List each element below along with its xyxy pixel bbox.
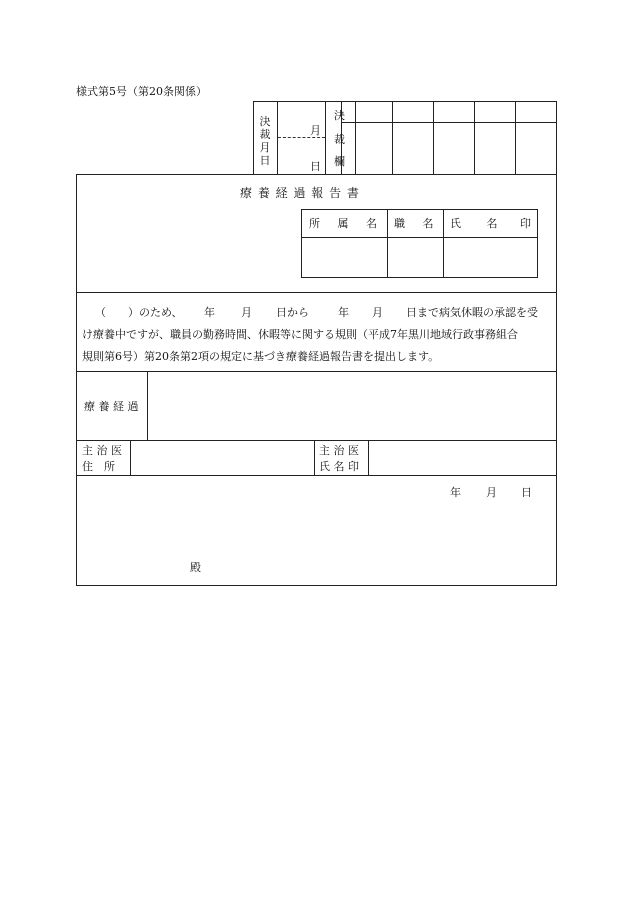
addressee-suffix: 殿	[190, 561, 201, 574]
doctor-address-field[interactable]	[131, 441, 314, 475]
in-header: 印	[520, 217, 531, 230]
kessai-date-label: 決 裁 月 日	[259, 115, 271, 167]
form-title: 療 養 経 過 報 告 書	[240, 186, 360, 200]
shozoku-header: 所 属 名	[309, 217, 377, 230]
doctor-name-label-1: 主 治 医	[319, 444, 359, 457]
kessai-ran-char-2: 裁	[334, 133, 345, 146]
statement-line3: 規則第6号）第20条第2項の規定に基づき療養経過報告書を提出します。	[82, 350, 440, 363]
ryoyo-keika-field[interactable]	[148, 372, 556, 440]
shimei-cell[interactable]	[444, 238, 537, 277]
statement-year2: 年	[338, 306, 349, 319]
doctor-name-label-2: 氏 名 印	[319, 460, 359, 473]
statement-paren: （ ）のため、	[95, 306, 183, 319]
footer-month: 月	[486, 486, 497, 499]
statement-year1: 年	[204, 306, 215, 319]
shimei-header: 氏 名	[450, 217, 498, 230]
doctor-name-field[interactable]	[369, 441, 556, 475]
statement-month2: 月	[372, 306, 383, 319]
shoku-cell[interactable]	[388, 238, 443, 277]
kessai-day-label: 日	[310, 160, 321, 173]
doctor-address-label-1: 主 治 医	[82, 444, 122, 457]
kessai-month-label: 月	[310, 124, 321, 137]
statement-day2: 日まで病気休暇の承認を受	[406, 306, 538, 319]
statement-line2: け療養中ですが、職員の勤務時間、休暇等に関する規則（平成7年黒川地域行政事務組合	[82, 328, 518, 341]
addressee-field[interactable]	[90, 555, 185, 573]
doctor-address-label-2: 住 所	[82, 460, 115, 473]
footer-year: 年	[450, 486, 461, 499]
shoku-header: 職 名	[394, 217, 434, 230]
statement-month1: 月	[241, 306, 252, 319]
shozoku-cell[interactable]	[302, 238, 387, 277]
form-label: 様式第5号（第20条関係）	[76, 85, 207, 98]
kessai-ran-char-1: 決	[334, 109, 345, 122]
footer-day: 日	[521, 486, 532, 499]
kessai-ran-char-3: 欄	[334, 155, 345, 168]
ryoyo-keika-label: 療 養 経 過	[84, 400, 139, 413]
statement-day1: 日から	[276, 306, 309, 319]
